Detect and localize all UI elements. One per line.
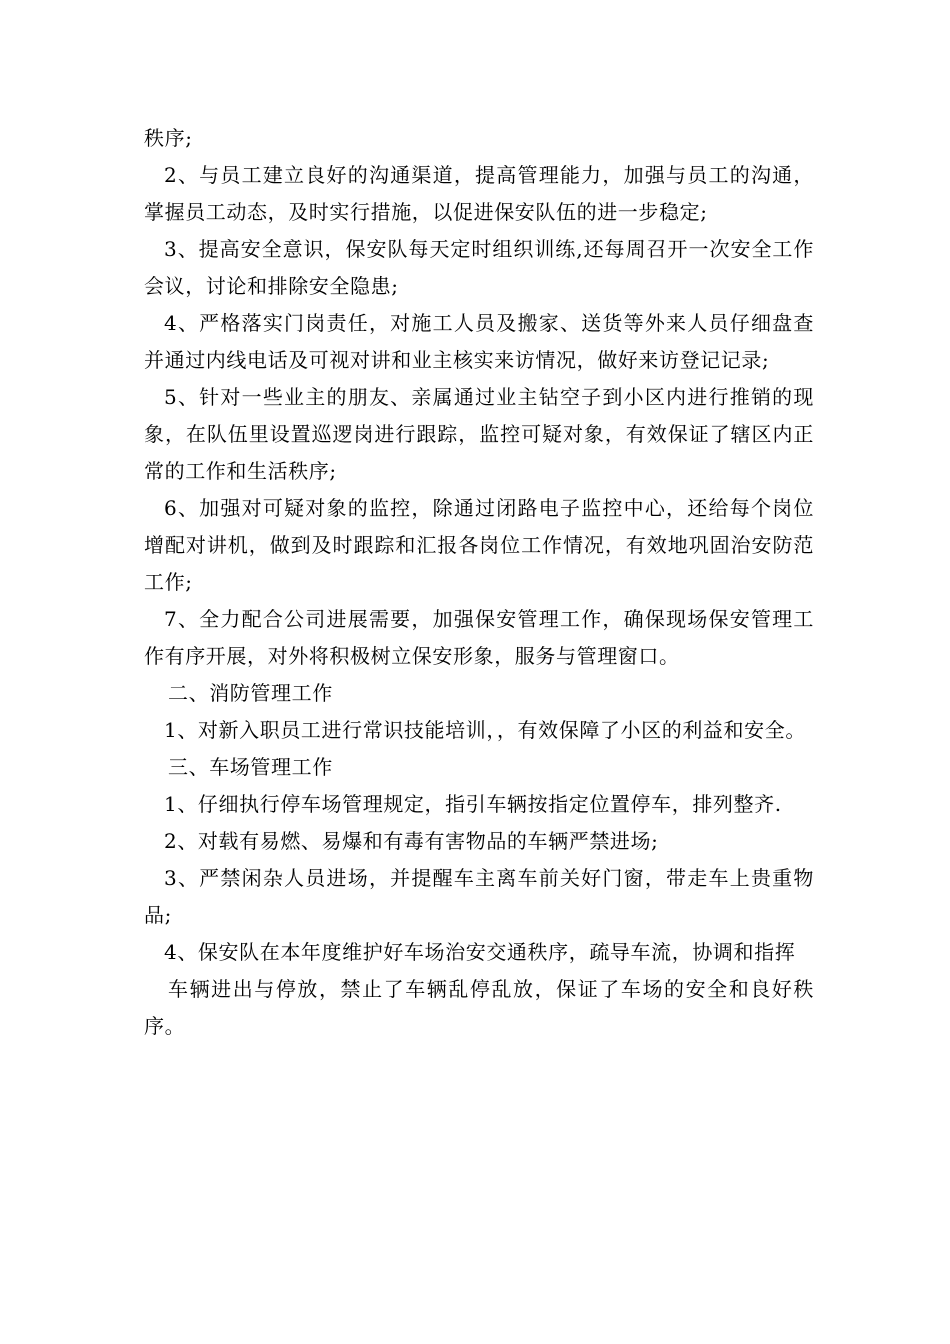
document-body	[144, 120, 814, 1045]
paragraph-continuation: 秩序;	[144, 126, 193, 150]
paragraph-parking-item-3: 3、严禁闲杂人员进场，并提醒车主离车前关好门窗，带走车上贵重物品;	[144, 866, 814, 927]
paragraph-parking-item-4: 4、保安队在本年度维护好车场治安交通秩序，疏导车流，协调和指挥	[164, 940, 796, 964]
paragraph-parking-continuation: 车辆进出与停放，禁止了车辆乱停乱放，保证了车场的安全和良好秩序。	[144, 977, 814, 1038]
section-heading-fire: 二、消防管理工作	[168, 681, 333, 705]
paragraph-fire-item-1: 1、对新入职员工进行常识技能培训，，有效保障了小区的利益和安全。	[164, 718, 806, 742]
section-heading-parking: 三、车场管理工作	[168, 755, 333, 779]
paragraph-item-5: 5、针对一些业主的朋友、亲属通过业主钻空子到小区内进行推销的现象，在队伍里设置巡逻岗进行跟踪，监控可疑对象，有效保证了辖区内正常的工作和生活秩序;	[144, 385, 814, 483]
paragraph-item-6: 6、加强对可疑对象的监控，除通过闭路电子监控中心，还给每个岗位增配对讲机，做到及时跟踪和汇报各岗位工作情况，有效地巩固治安防范工作;	[144, 496, 814, 594]
paragraph-item-4: 4、严格落实门岗责任，对施工人员及搬家、送货等外来人员仔细盘查并通过内线电话及可视对讲和业主核实来访情况，做好来访登记记录;	[144, 311, 814, 372]
paragraph-item-2: 2、与员工建立良好的沟通渠道，提高管理能力，加强与员工的沟通，掌握员工动态，及时实行措施，以促进保安队伍的进一步稳定;	[144, 163, 814, 224]
paragraph-parking-item-2: 2、对载有易燃、易爆和有毒有害物品的车辆严禁进场;	[164, 829, 659, 853]
paragraph-parking-item-1: 1、仔细执行停车场管理规定，指引车辆按指定位置停车，排列整齐.	[164, 792, 782, 816]
paragraph-item-3: 3、提高安全意识，保安队每天定时组织训练,还每周召开一次安全工作会议，讨论和排除安全隐患;	[144, 237, 814, 298]
paragraph-item-7: 7、全力配合公司进展需要，加强保安管理工作，确保现场保安管理工作有序开展，对外将积极树立保安形象，服务与管理窗口。	[144, 607, 814, 668]
